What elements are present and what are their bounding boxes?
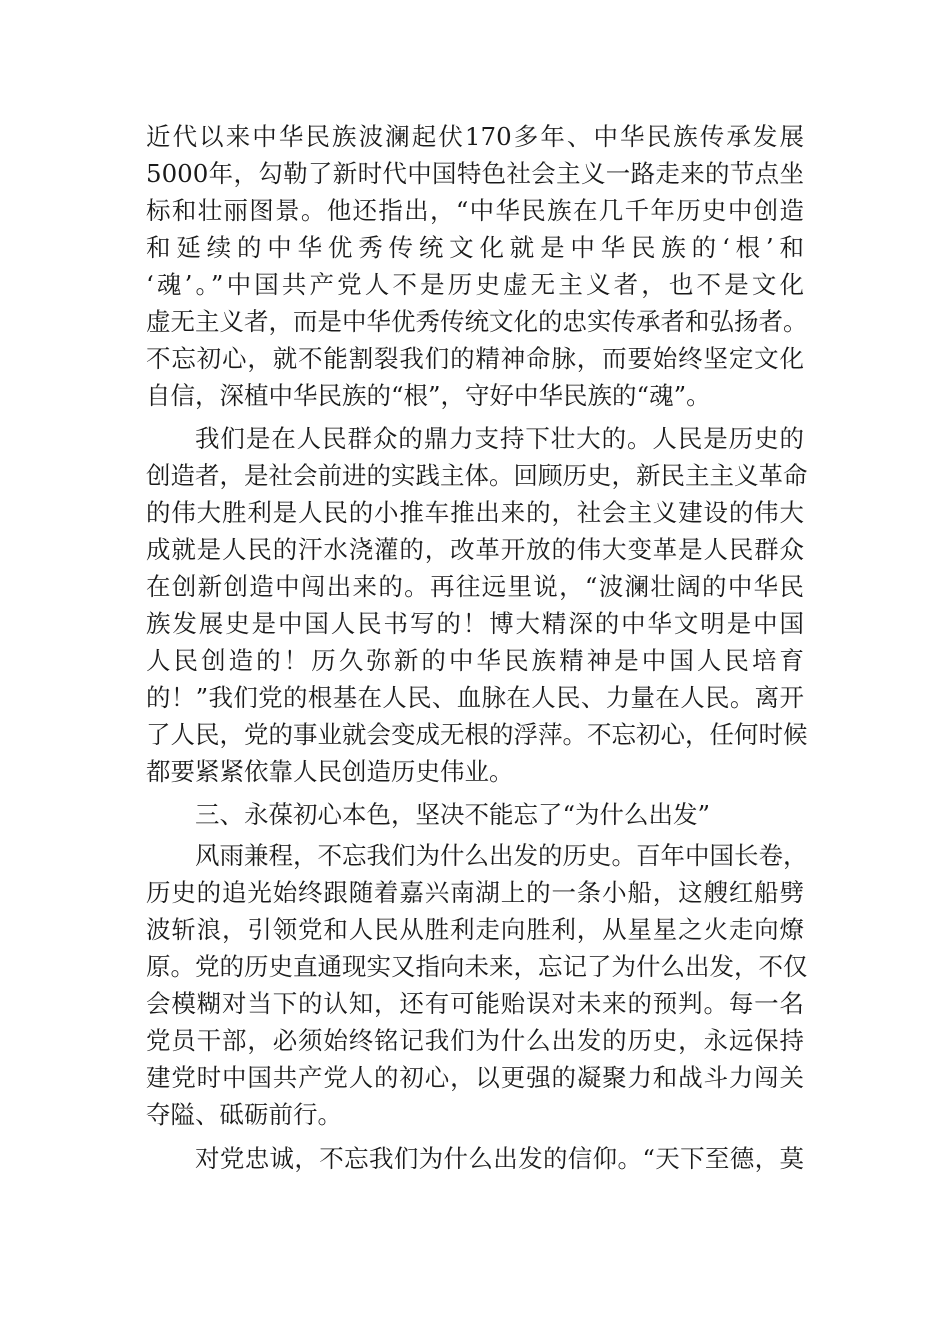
text-line xyxy=(0,753,950,790)
text-line xyxy=(0,340,950,377)
text-line xyxy=(0,1096,950,1133)
line-text: 标和壮丽图景。他还指出，“中华民族在几千年历史中创造 xyxy=(146,196,804,225)
line-text: 的伟大胜利是人民的小推车推出来的，社会主义建设的伟大 xyxy=(146,498,804,527)
text-line xyxy=(0,155,950,192)
line-text: 在创新创造中闯出来的。再往远里说，“波澜壮阔的中华民 xyxy=(146,572,804,601)
text-line xyxy=(0,494,950,531)
text-line xyxy=(0,531,950,568)
text-line xyxy=(0,605,950,642)
line-text: 不忘初心，就不能割裂我们的精神命脉，而要始终坚定文化 xyxy=(146,344,804,373)
line-text: 夺隘、砥砺前行。 xyxy=(146,1100,342,1129)
text-line xyxy=(0,679,950,716)
paragraph-first-line xyxy=(0,837,950,874)
line-text: 风雨兼程，不忘我们为什么出发的历史。百年中国长卷， xyxy=(195,841,808,870)
text-line xyxy=(0,303,950,340)
paragraph-first-line xyxy=(0,1140,950,1177)
line-text: 我们是在人民群众的鼎力支持下壮大的。人民是历史的 xyxy=(195,424,804,453)
line-text: 近代以来中华民族波澜起伏170多年、中华民族传承发展 xyxy=(146,122,804,151)
line-text: 建党时中国共产党人的初心，以更强的凝聚力和战斗力闯关 xyxy=(146,1063,804,1092)
line-text: 对党忠诚，不忘我们为什么出发的信仰。“天下至德，莫 xyxy=(195,1144,804,1173)
line-text: 成就是人民的汗水浇灌的，改革开放的伟大变革是人民群众 xyxy=(146,535,804,564)
line-text: 虚无主义者，而是中华优秀传统文化的忠实传承者和弘扬者。 xyxy=(146,307,808,336)
line-text: 都要紧紧依靠人民创造历史伟业。 xyxy=(146,757,514,786)
text-line xyxy=(0,377,950,414)
text-line xyxy=(0,874,950,911)
text-line xyxy=(0,911,950,948)
line-text: 历史的追光始终跟随着嘉兴南湖上的一条小船，这艘红船劈 xyxy=(146,878,804,907)
line-text: 波斩浪，引领党和人民从胜利走向胜利，从星星之火走向燎 xyxy=(146,915,804,944)
line-text: 创造者，是社会前进的实践主体。回顾历史，新民主主义革命 xyxy=(146,461,808,490)
text-line xyxy=(0,457,950,494)
text-line xyxy=(0,948,950,985)
line-text: ‘魂’。”中国共产党人不是历史虚无主义者，也不是文化 xyxy=(146,270,804,299)
section-heading xyxy=(0,796,950,833)
heading-text: 三、永葆初心本色，坚决不能忘了“为什么出发” xyxy=(195,800,711,829)
line-text: 了人民，党的事业就会变成无根的浮萍。不忘初心，任何时候 xyxy=(146,720,808,749)
text-line xyxy=(0,568,950,605)
line-text: 原。党的历史直通现实又指向未来，忘记了为什么出发，不仅 xyxy=(146,952,808,981)
paragraph-first-line xyxy=(0,420,950,457)
text-line xyxy=(0,642,950,679)
text-line xyxy=(0,716,950,753)
line-text: 自信，深植中华民族的“根”，守好中华民族的“魂”。 xyxy=(146,381,711,410)
line-text: 和延续的中华优秀传统文化就是中华民族的‘根’和 xyxy=(146,233,804,262)
text-line xyxy=(0,229,950,266)
line-text: 5000年，勾勒了新时代中国特色社会主义一路走来的节点坐 xyxy=(146,159,804,188)
text-line xyxy=(0,985,950,1022)
text-line xyxy=(0,1022,950,1059)
line-text: 族发展史是中国人民书写的！博大精深的中华文明是中国 xyxy=(146,609,804,638)
line-text: 人民创造的！历久弥新的中华民族精神是中国人民培育 xyxy=(146,646,804,675)
line-text: 党员干部，必须始终铭记我们为什么出发的历史，永远保持 xyxy=(146,1026,804,1055)
text-line xyxy=(0,118,950,155)
line-text: 会模糊对当下的认知，还有可能贻误对未来的预判。每一名 xyxy=(146,989,804,1018)
text-line xyxy=(0,266,950,303)
text-line xyxy=(0,192,950,229)
text-line xyxy=(0,1059,950,1096)
line-text: 的！”我们党的根基在人民、血脉在人民、力量在人民。离开 xyxy=(146,683,804,712)
